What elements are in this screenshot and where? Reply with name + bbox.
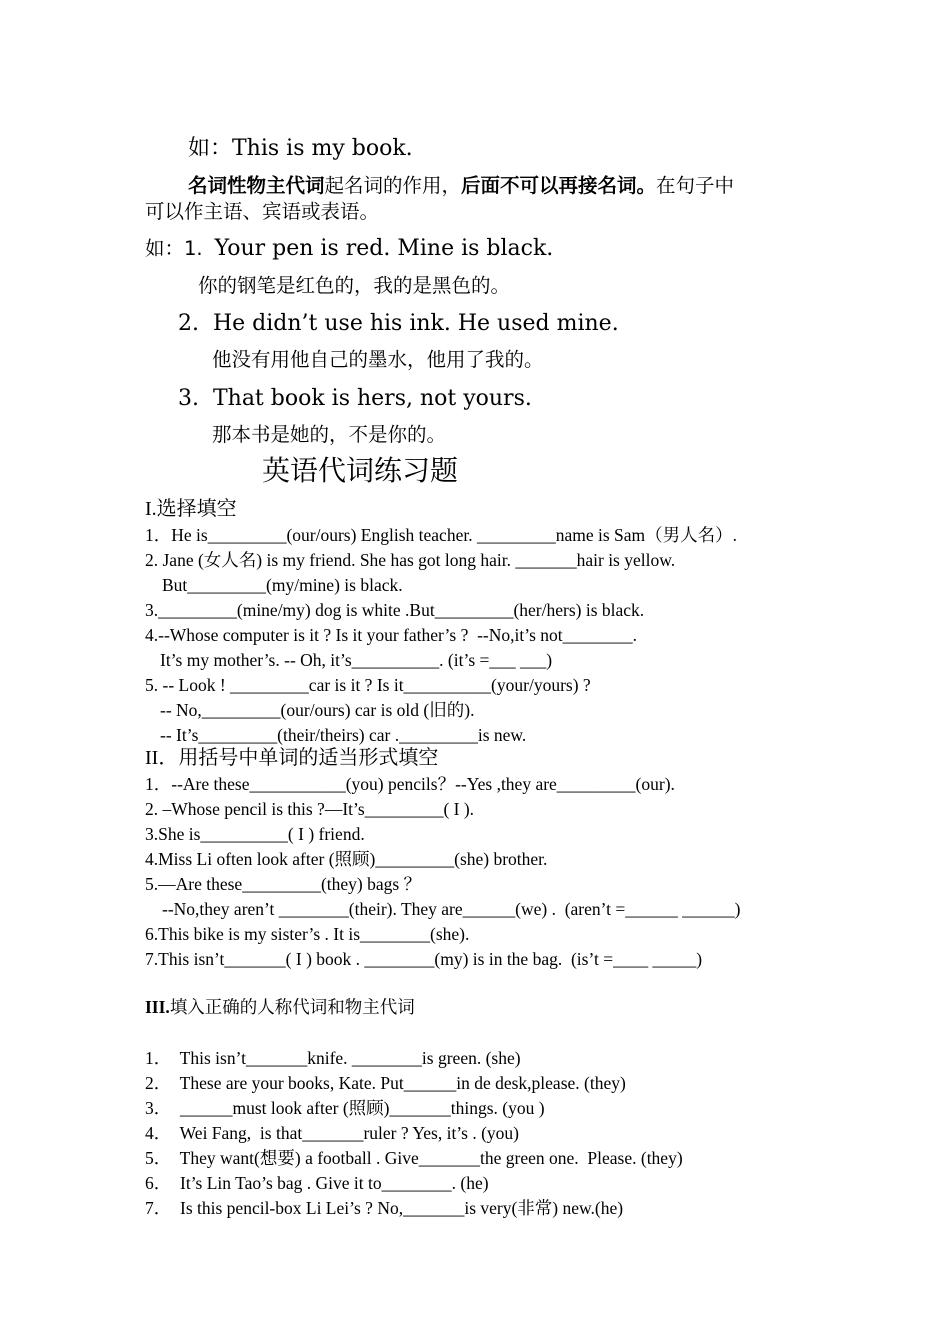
- example-1: 如：1. Your pen is red. Mine is black.: [145, 236, 554, 261]
- s2-line-4: 4.Miss Li often look after (照顾)_________(she) brother.: [145, 849, 548, 869]
- s3-line-6: 6． It’s Lin Tao’s bag . Give it to________. (he): [145, 1173, 489, 1193]
- s1-line-4: 3._________(mine/my) dog is white .But_________(her/hers) is black.: [145, 600, 645, 620]
- s1-line-8: -- No,_________(our/ours) car is old (旧的).: [160, 700, 475, 720]
- s1-line-1: 1．He is_________(our/ours) English teacher. _________name is Sam（男人名）.: [145, 525, 738, 545]
- intro-example: 如：This is my book.: [188, 136, 413, 161]
- s3-line-7: 7． Is this pencil-box Li Lei’s ? No,_______is very(非常) new.(he): [145, 1198, 624, 1218]
- section-1-heading: I.选择填空: [145, 498, 237, 520]
- s3-line-3: 3． ______must look after (照顾)_______things. (you ): [145, 1098, 545, 1118]
- s2-line-6: --No,they aren’t ________(their). They are______(we) . (aren’t =______ ______): [162, 899, 741, 919]
- section-2-heading: II．用括号中单词的适当形式填空: [145, 747, 439, 769]
- example-2: 2. He didn’t use his ink. He used mine.: [178, 311, 619, 336]
- s2-line-7: 6.This bike is my sister’s . It is________(she).: [145, 924, 470, 944]
- s3-line-2: 2． These are your books, Kate. Put______in de desk,please. (they): [145, 1073, 626, 1093]
- example-3-translation: 那本书是她的，不是你的。: [212, 423, 447, 446]
- s2-line-8: 7.This isn’t_______( I ) book . ________(my) is in the bag. (is’t =____ _____): [145, 949, 703, 969]
- s1-line-7: 5. -- Look ! _________car is it ? Is it__________(your/yours) ?: [145, 675, 591, 695]
- section-3-heading: III.填入正确的人称代词和物主代词: [145, 997, 415, 1017]
- s1-line-3: But_________(my/mine) is black.: [162, 575, 403, 595]
- definition-line-2: 可以作主语、宾语或表语。: [145, 200, 380, 223]
- s2-line-3: 3.She is__________( I ) friend.: [145, 824, 365, 844]
- s1-line-6: It’s my mother’s. -- Oh, it’s__________. (it’s =___ ___): [160, 650, 553, 670]
- s1-line-5: 4.--Whose computer is it ? Is it your father’s ? --No,it’s not________.: [145, 625, 638, 645]
- definition-line-1: 名词性物主代词起名词的作用，后面不可以再接名词。在句子中: [188, 174, 735, 197]
- s2-line-2: 2. –Whose pencil is this ?—It’s_________( I ).: [145, 799, 475, 819]
- example-1-translation: 你的钢笔是红色的，我的是黑色的。: [198, 274, 511, 297]
- s2-line-1: 1．--Are these___________(you) pencils？--Yes ,they are_________(our).: [145, 774, 675, 794]
- s3-line-5: 5． They want(想要) a football . Give_______the green one. Please. (they): [145, 1148, 683, 1168]
- page-title: 英语代词练习题: [262, 454, 459, 487]
- definition-term: 名词性物主代词: [188, 174, 325, 197]
- definition-rule: 后面不可以再接名词。: [461, 174, 657, 197]
- s1-line-2: 2. Jane (女人名) is my friend. She has got long hair. _______hair is yellow.: [145, 550, 676, 570]
- example-3: 3. That book is hers, not yours.: [178, 386, 532, 411]
- s3-line-1: 1． This isn’t_______knife. ________is green. (she): [145, 1048, 521, 1068]
- example-2-translation: 他没有用他自己的墨水，他用了我的。: [212, 348, 544, 371]
- s2-line-5: 5.—Are these_________(they) bags ？: [145, 874, 422, 894]
- s1-line-9: -- It’s_________(their/theirs) car ._________is new.: [160, 725, 527, 745]
- s3-line-4: 4． Wei Fang, is that_______ruler ? Yes, it’s . (you): [145, 1123, 520, 1143]
